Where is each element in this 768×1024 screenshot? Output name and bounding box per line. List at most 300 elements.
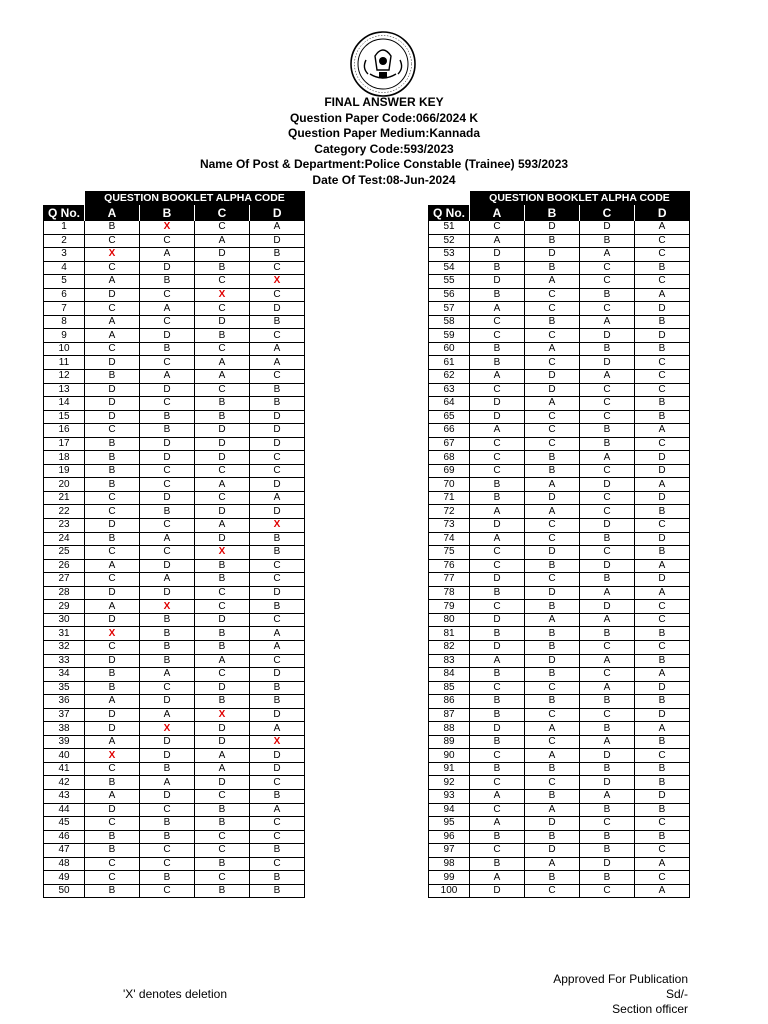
answer-cell: A	[525, 505, 580, 519]
page-title: FINAL ANSWER KEY	[324, 95, 444, 109]
answer-cell: C	[140, 844, 195, 858]
answer-cell: A	[525, 478, 580, 492]
answer-cell: B	[250, 695, 305, 709]
answer-cell: D	[470, 410, 525, 424]
answer-cell: B	[525, 464, 580, 478]
table-row	[429, 437, 690, 451]
table-row	[429, 884, 690, 898]
question-number-cell: 82	[429, 640, 470, 654]
answer-cell: B	[580, 288, 635, 302]
question-number-cell: 72	[429, 505, 470, 519]
table-row	[429, 546, 690, 560]
answer-cell: C	[250, 451, 305, 465]
answer-cell: C	[195, 830, 250, 844]
answer-cell: C	[470, 464, 525, 478]
answer-cell: A	[525, 857, 580, 871]
column-header: B	[140, 205, 195, 221]
question-number-cell: 49	[44, 871, 85, 885]
question-number-cell: 98	[429, 857, 470, 871]
question-number-cell: 19	[44, 464, 85, 478]
answer-cell: D	[250, 424, 305, 438]
answer-cell: D	[580, 749, 635, 763]
answer-cell: B	[580, 695, 635, 709]
answer-cell: B	[580, 234, 635, 248]
answer-cell: D	[635, 708, 690, 722]
table-row	[429, 234, 690, 248]
answer-cell: D	[140, 451, 195, 465]
answer-cell: B	[195, 695, 250, 709]
question-number-cell: 59	[429, 329, 470, 343]
table-row	[429, 532, 690, 546]
answer-cell: A	[470, 370, 525, 384]
table-row	[429, 817, 690, 831]
question-number-cell: 56	[429, 288, 470, 302]
answer-cell: C	[635, 871, 690, 885]
table-row	[44, 234, 305, 248]
answer-cell: B	[635, 261, 690, 275]
answer-cell: D	[85, 722, 140, 736]
answer-cell: D	[525, 844, 580, 858]
table-row	[44, 491, 305, 505]
answer-cell: D	[195, 315, 250, 329]
answer-cell: B	[85, 844, 140, 858]
answer-cell: A	[470, 234, 525, 248]
answer-cell: B	[525, 315, 580, 329]
question-number-cell: 41	[44, 762, 85, 776]
question-number-cell: 18	[44, 451, 85, 465]
question-number-cell: 77	[429, 573, 470, 587]
question-number-cell: 34	[44, 668, 85, 682]
answer-cell: B	[580, 844, 635, 858]
answer-cell: A	[195, 370, 250, 384]
answer-cell: A	[635, 668, 690, 682]
table-row	[44, 451, 305, 465]
answer-cell: C	[195, 302, 250, 316]
answer-cell: B	[470, 708, 525, 722]
answer-cell: C	[470, 329, 525, 343]
table-row	[429, 844, 690, 858]
answer-cell: C	[580, 397, 635, 411]
answer-cell: A	[195, 749, 250, 763]
answer-cell: A	[580, 315, 635, 329]
answer-cell: C	[250, 613, 305, 627]
answer-cell: A	[250, 722, 305, 736]
answer-cell: B	[525, 600, 580, 614]
answer-cell: C	[580, 383, 635, 397]
question-number-cell: 76	[429, 559, 470, 573]
answer-cell: B	[85, 478, 140, 492]
answer-cell: A	[195, 478, 250, 492]
answer-cell: B	[195, 884, 250, 898]
table-row	[44, 478, 305, 492]
question-number-cell: 43	[44, 789, 85, 803]
question-number-cell: 47	[44, 844, 85, 858]
answer-cell: B	[250, 248, 305, 262]
answer-cell: B	[85, 884, 140, 898]
table-row	[429, 410, 690, 424]
answer-cell: A	[635, 586, 690, 600]
answer-cell: A	[195, 356, 250, 370]
answer-cell: B	[195, 410, 250, 424]
answer-cell: D	[195, 776, 250, 790]
table-row	[429, 315, 690, 329]
answer-cell: C	[470, 383, 525, 397]
answer-cell: C	[85, 640, 140, 654]
answer-cell: B	[635, 830, 690, 844]
answer-cell: A	[85, 600, 140, 614]
table-row	[429, 789, 690, 803]
answer-cell: A	[580, 451, 635, 465]
question-number-cell: 24	[44, 532, 85, 546]
answer-cell: A	[140, 302, 195, 316]
answer-cell: B	[635, 342, 690, 356]
answer-cell: A	[140, 532, 195, 546]
answer-cell: A	[250, 491, 305, 505]
answer-cell: C	[525, 356, 580, 370]
answer-cell: C	[195, 342, 250, 356]
question-number-cell: 83	[429, 654, 470, 668]
answer-cell: B	[470, 491, 525, 505]
answer-cell: D	[250, 505, 305, 519]
answer-cell: C	[580, 261, 635, 275]
answer-cell: B	[635, 627, 690, 641]
column-header: C	[580, 205, 635, 221]
question-number-cell: 54	[429, 261, 470, 275]
answer-cell: C	[470, 559, 525, 573]
question-number-cell: 53	[429, 248, 470, 262]
column-header: B	[525, 205, 580, 221]
answer-cell: D	[525, 586, 580, 600]
answer-cell: D	[470, 275, 525, 289]
table-row	[44, 573, 305, 587]
table-row	[44, 356, 305, 370]
answer-cell: A	[525, 749, 580, 763]
answer-cell: C	[580, 884, 635, 898]
answer-cell: D	[140, 695, 195, 709]
answer-cell: A	[580, 681, 635, 695]
answer-cell: B	[85, 776, 140, 790]
answer-cell: X	[140, 221, 195, 235]
answer-cell: C	[580, 491, 635, 505]
answer-cell: C	[140, 356, 195, 370]
answer-cell: A	[140, 668, 195, 682]
answer-cell: D	[140, 559, 195, 573]
answer-cell: C	[580, 464, 635, 478]
answer-cell: A	[635, 857, 690, 871]
question-number-cell: 62	[429, 370, 470, 384]
answer-cell: A	[85, 789, 140, 803]
answer-cell: A	[635, 722, 690, 736]
answer-cell: C	[195, 844, 250, 858]
answer-cell: D	[470, 613, 525, 627]
answer-cell: C	[85, 424, 140, 438]
answer-cell: D	[525, 221, 580, 235]
table-row	[44, 830, 305, 844]
answer-cell: D	[195, 248, 250, 262]
answer-cell: C	[250, 857, 305, 871]
answer-cell: C	[195, 600, 250, 614]
table-row	[429, 370, 690, 384]
answer-cell: D	[525, 817, 580, 831]
answer-cell: C	[85, 234, 140, 248]
answer-cell: B	[525, 668, 580, 682]
table-row	[44, 275, 305, 289]
answer-cell: A	[635, 478, 690, 492]
answer-cell: B	[580, 871, 635, 885]
table-row	[44, 302, 305, 316]
answer-cell: X	[195, 546, 250, 560]
column-header: D	[635, 205, 690, 221]
answer-cell: C	[525, 776, 580, 790]
answer-cell: B	[140, 830, 195, 844]
table-row	[44, 221, 305, 235]
answer-cell: B	[250, 532, 305, 546]
answer-cell: A	[195, 519, 250, 533]
question-number-cell: 65	[429, 410, 470, 424]
question-number-cell: 21	[44, 491, 85, 505]
answer-cell: B	[635, 762, 690, 776]
answer-cell: C	[250, 329, 305, 343]
column-header: A	[470, 205, 525, 221]
answer-cell: C	[635, 640, 690, 654]
answer-cell: D	[85, 410, 140, 424]
column-header: Q No.	[429, 205, 470, 221]
answer-cell: D	[85, 803, 140, 817]
question-number-cell: 51	[429, 221, 470, 235]
question-number-cell: 38	[44, 722, 85, 736]
answer-cell: A	[85, 315, 140, 329]
table-row	[429, 383, 690, 397]
answer-cell: C	[580, 275, 635, 289]
question-number-cell: 60	[429, 342, 470, 356]
answer-cell: D	[85, 613, 140, 627]
answer-table-right	[428, 191, 690, 898]
answer-cell: C	[635, 844, 690, 858]
question-number-cell: 57	[429, 302, 470, 316]
answer-cell: C	[250, 776, 305, 790]
answer-cell: D	[250, 668, 305, 682]
answer-table-left	[43, 191, 305, 898]
table-row	[429, 708, 690, 722]
deletion-note: 'X' denotes deletion	[123, 987, 227, 1001]
table-row	[429, 749, 690, 763]
answer-cell: A	[525, 613, 580, 627]
question-number-cell: 55	[429, 275, 470, 289]
answer-cell: A	[470, 302, 525, 316]
answer-cell: C	[470, 451, 525, 465]
table-row	[429, 640, 690, 654]
answer-cell: A	[250, 803, 305, 817]
table-row	[44, 370, 305, 384]
answer-cell: B	[250, 871, 305, 885]
table-row	[44, 884, 305, 898]
answer-cell: A	[580, 248, 635, 262]
answer-cell: C	[470, 315, 525, 329]
answer-cell: A	[635, 288, 690, 302]
answer-cell: B	[195, 329, 250, 343]
question-number-cell: 17	[44, 437, 85, 451]
table-row	[429, 397, 690, 411]
question-number-cell: 67	[429, 437, 470, 451]
answer-cell: X	[250, 519, 305, 533]
answer-cell: D	[525, 383, 580, 397]
table-row	[44, 817, 305, 831]
answer-cell: B	[140, 627, 195, 641]
signatory: Section officer	[612, 1002, 688, 1016]
answer-cell: B	[85, 370, 140, 384]
answer-cell: C	[470, 803, 525, 817]
answer-cell: B	[525, 451, 580, 465]
answer-cell: B	[470, 857, 525, 871]
answer-cell: D	[635, 573, 690, 587]
question-number-cell: 96	[429, 830, 470, 844]
answer-cell: D	[580, 600, 635, 614]
table-row	[44, 762, 305, 776]
question-number-cell: 93	[429, 789, 470, 803]
question-number-cell: 25	[44, 546, 85, 560]
answer-cell: C	[525, 329, 580, 343]
answer-cell: B	[635, 803, 690, 817]
table-row	[429, 586, 690, 600]
table-row	[429, 722, 690, 736]
table-row	[44, 315, 305, 329]
column-header: C	[195, 205, 250, 221]
answer-cell: C	[470, 437, 525, 451]
signature: Sd/-	[665, 987, 688, 1001]
answer-cell: C	[195, 789, 250, 803]
table-row	[429, 762, 690, 776]
answer-cell: B	[580, 437, 635, 451]
question-number-cell: 12	[44, 370, 85, 384]
question-number-cell: 58	[429, 315, 470, 329]
answer-cell: C	[140, 681, 195, 695]
answer-cell: A	[250, 221, 305, 235]
answer-cell: B	[195, 803, 250, 817]
answer-cell: C	[525, 437, 580, 451]
answer-cell: B	[140, 410, 195, 424]
answer-cell: C	[140, 288, 195, 302]
column-header: Q No.	[44, 205, 85, 221]
question-number-cell: 44	[44, 803, 85, 817]
question-number-cell: 89	[429, 735, 470, 749]
table-row	[44, 871, 305, 885]
answer-cell: B	[195, 261, 250, 275]
question-number-cell: 22	[44, 505, 85, 519]
answer-cell: C	[525, 573, 580, 587]
answer-cell: B	[525, 762, 580, 776]
question-number-cell: 15	[44, 410, 85, 424]
answer-cell: B	[525, 627, 580, 641]
answer-cell: B	[140, 654, 195, 668]
answer-cell: C	[525, 410, 580, 424]
answer-cell: B	[470, 478, 525, 492]
answer-cell: B	[470, 695, 525, 709]
answer-cell: B	[470, 356, 525, 370]
table-row	[429, 221, 690, 235]
answer-cell: X	[250, 735, 305, 749]
table-row	[44, 248, 305, 262]
emblem-seal-icon	[348, 30, 418, 98]
answer-cell: A	[580, 586, 635, 600]
answer-cell: B	[195, 573, 250, 587]
answer-cell: D	[470, 722, 525, 736]
answer-cell: X	[140, 600, 195, 614]
answer-cell: D	[525, 654, 580, 668]
table-row	[44, 640, 305, 654]
answer-cell: C	[140, 546, 195, 560]
answer-cell: A	[140, 248, 195, 262]
answer-cell: X	[195, 288, 250, 302]
answer-cell: D	[195, 613, 250, 627]
answer-cell: A	[525, 275, 580, 289]
answer-cell: C	[525, 681, 580, 695]
answer-cell: C	[85, 762, 140, 776]
answer-cell: D	[580, 776, 635, 790]
answer-cell: C	[635, 600, 690, 614]
table-row	[429, 248, 690, 262]
answer-cell: D	[580, 857, 635, 871]
answer-cell: C	[250, 261, 305, 275]
answer-cell: A	[470, 654, 525, 668]
answer-cell: C	[140, 884, 195, 898]
question-number-cell: 36	[44, 695, 85, 709]
answer-cell: C	[140, 464, 195, 478]
answer-cell: C	[85, 546, 140, 560]
answer-cell: D	[85, 708, 140, 722]
answer-cell: C	[470, 844, 525, 858]
answer-cell: D	[140, 329, 195, 343]
question-number-cell: 7	[44, 302, 85, 316]
answer-cell: C	[635, 817, 690, 831]
answer-cell: C	[580, 708, 635, 722]
table-row	[429, 573, 690, 587]
answer-cell: C	[580, 640, 635, 654]
answer-cell: D	[250, 302, 305, 316]
answer-cell: C	[140, 857, 195, 871]
answer-cell: A	[195, 654, 250, 668]
answer-cell: D	[580, 329, 635, 343]
answer-cell: C	[635, 248, 690, 262]
table-row	[429, 613, 690, 627]
answer-cell: D	[635, 789, 690, 803]
answer-cell: D	[195, 532, 250, 546]
answer-cell: B	[525, 640, 580, 654]
answer-cell: C	[635, 234, 690, 248]
answer-cell: D	[85, 586, 140, 600]
answer-cell: B	[635, 654, 690, 668]
answer-cell: B	[140, 613, 195, 627]
answer-cell: B	[250, 681, 305, 695]
answer-cell: B	[195, 857, 250, 871]
answer-cell: C	[85, 261, 140, 275]
answer-cell: X	[85, 248, 140, 262]
answer-cell: C	[250, 559, 305, 573]
question-number-cell: 70	[429, 478, 470, 492]
answer-cell: A	[580, 735, 635, 749]
answer-cell: B	[140, 817, 195, 831]
approval-block	[553, 972, 688, 1017]
table-row	[429, 776, 690, 790]
answer-cell: C	[250, 654, 305, 668]
table-row	[44, 437, 305, 451]
question-number-cell: 42	[44, 776, 85, 790]
answer-rows	[429, 221, 690, 898]
answer-cell: A	[250, 627, 305, 641]
question-number-cell: 35	[44, 681, 85, 695]
answer-cell: A	[85, 735, 140, 749]
answer-cell: A	[85, 329, 140, 343]
answer-cell: B	[470, 668, 525, 682]
